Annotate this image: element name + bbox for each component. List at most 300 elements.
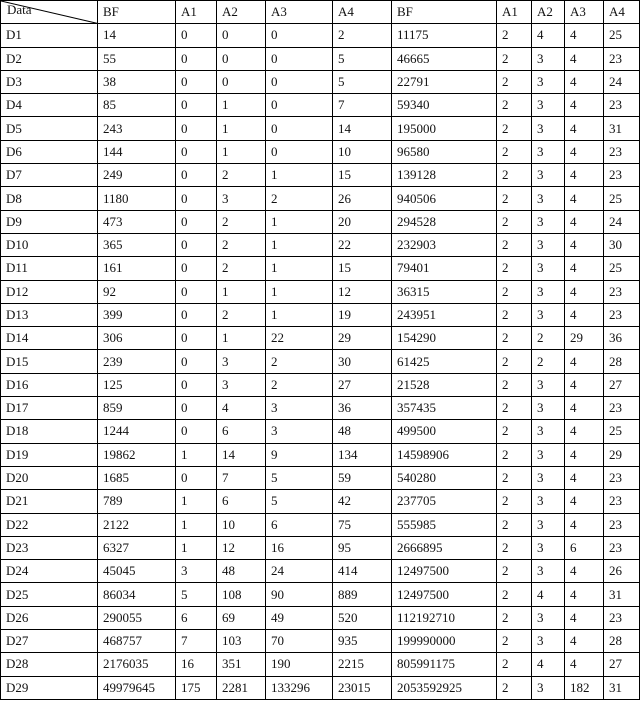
table-cell: 4 xyxy=(565,303,604,326)
table-cell: 3 xyxy=(532,443,565,466)
table-row xyxy=(1,350,640,373)
table-cell: 0 xyxy=(176,233,217,256)
table-cell: 92 xyxy=(98,280,176,303)
table-cell: 2053592925 xyxy=(392,676,497,699)
table-cell: 2 xyxy=(497,606,532,629)
table-cell: 1244 xyxy=(98,420,176,443)
table-cell: 0 xyxy=(266,24,333,47)
table-cell: 0 xyxy=(217,24,266,47)
table-cell: 5 xyxy=(333,70,392,93)
table-cell: 3 xyxy=(266,420,333,443)
row-label: D10 xyxy=(1,233,98,256)
table-cell: 1 xyxy=(176,443,217,466)
table-cell: 6327 xyxy=(98,536,176,559)
table-cell: 3 xyxy=(532,536,565,559)
table-cell: 0 xyxy=(176,397,217,420)
table-cell: 468757 xyxy=(98,630,176,653)
table-cell: 36 xyxy=(333,397,392,420)
table-cell: 1 xyxy=(266,280,333,303)
table-cell: 243 xyxy=(98,117,176,140)
table-cell: 3 xyxy=(532,303,565,326)
table-cell: 2 xyxy=(217,257,266,280)
table-cell: 499500 xyxy=(392,420,497,443)
table-cell: 0 xyxy=(217,70,266,93)
row-label: D25 xyxy=(1,583,98,606)
table-cell: 23 xyxy=(604,466,640,489)
table-cell: 12497500 xyxy=(392,583,497,606)
table-cell: 2 xyxy=(497,536,532,559)
table-cell: 2666895 xyxy=(392,536,497,559)
table-cell: 2 xyxy=(266,350,333,373)
table-cell: 3 xyxy=(532,210,565,233)
row-label: D16 xyxy=(1,373,98,396)
table-row xyxy=(1,164,640,187)
table-cell: 0 xyxy=(266,70,333,93)
table-cell: 3 xyxy=(266,397,333,420)
table-cell: 0 xyxy=(176,187,217,210)
table-cell: 1 xyxy=(176,536,217,559)
table-cell: 2215 xyxy=(333,653,392,676)
table-cell: 5 xyxy=(266,490,333,513)
row-label: D13 xyxy=(1,303,98,326)
table-row xyxy=(1,653,640,676)
table-cell: 55 xyxy=(98,47,176,70)
table-cell: 249 xyxy=(98,164,176,187)
table-cell: 3 xyxy=(532,280,565,303)
table-row xyxy=(1,94,640,117)
table-cell: 889 xyxy=(333,583,392,606)
table-cell: 2 xyxy=(497,630,532,653)
table-cell: 2 xyxy=(497,280,532,303)
table-cell: 161 xyxy=(98,257,176,280)
table-cell: 357435 xyxy=(392,397,497,420)
table-cell: 23 xyxy=(604,490,640,513)
table-cell: 29 xyxy=(565,327,604,350)
row-label: D20 xyxy=(1,466,98,489)
table-cell: 6 xyxy=(565,536,604,559)
table-cell: 3 xyxy=(532,140,565,163)
table-cell: 4 xyxy=(565,164,604,187)
table-cell: 414 xyxy=(333,560,392,583)
table-cell: 365 xyxy=(98,233,176,256)
table-cell: 3 xyxy=(532,490,565,513)
table-cell: 2 xyxy=(497,490,532,513)
table-cell: 2122 xyxy=(98,513,176,536)
table-cell: 4 xyxy=(565,70,604,93)
table-cell: 1 xyxy=(217,117,266,140)
table-cell: 3 xyxy=(532,676,565,699)
table-cell: 2 xyxy=(333,24,392,47)
table-cell: 2281 xyxy=(217,676,266,699)
table-row xyxy=(1,303,640,326)
table-cell: 12 xyxy=(217,536,266,559)
table-cell: 2 xyxy=(217,303,266,326)
table-cell: 4 xyxy=(565,373,604,396)
table-cell: 23 xyxy=(604,303,640,326)
table-cell: 21528 xyxy=(392,373,497,396)
row-label: D17 xyxy=(1,397,98,420)
table-cell: 2 xyxy=(497,117,532,140)
table-cell: 6 xyxy=(217,490,266,513)
table-cell: 175 xyxy=(176,676,217,699)
table-cell: 12497500 xyxy=(392,560,497,583)
table-cell: 0 xyxy=(217,47,266,70)
table-cell: 1 xyxy=(217,280,266,303)
table-cell: 0 xyxy=(176,47,217,70)
table-cell: 24 xyxy=(604,70,640,93)
table-cell: 31 xyxy=(604,583,640,606)
table-cell: 6 xyxy=(176,606,217,629)
table-cell: 290055 xyxy=(98,606,176,629)
table-cell: 12 xyxy=(333,280,392,303)
table-cell: 23 xyxy=(604,606,640,629)
table-cell: 555985 xyxy=(392,513,497,536)
table-cell: 3 xyxy=(217,373,266,396)
table-cell: 2 xyxy=(266,373,333,396)
row-label: D18 xyxy=(1,420,98,443)
table-cell: 29 xyxy=(333,327,392,350)
table-row xyxy=(1,70,640,93)
table-cell: 11175 xyxy=(392,24,497,47)
table-cell: 15 xyxy=(333,164,392,187)
table-cell: 2 xyxy=(497,583,532,606)
header-row xyxy=(1,1,640,24)
table-cell: 15 xyxy=(333,257,392,280)
table-cell: 1 xyxy=(266,257,333,280)
table-cell: 2 xyxy=(497,466,532,489)
table-cell: 6 xyxy=(217,420,266,443)
table-cell: 144 xyxy=(98,140,176,163)
table-cell: 20 xyxy=(333,210,392,233)
table-cell: 4 xyxy=(565,653,604,676)
table-cell: 2 xyxy=(497,257,532,280)
table-row xyxy=(1,233,640,256)
table-cell: 399 xyxy=(98,303,176,326)
table-row xyxy=(1,140,640,163)
table-cell: 3 xyxy=(532,257,565,280)
table-cell: 95 xyxy=(333,536,392,559)
table-cell: 23 xyxy=(604,513,640,536)
table-cell: 22 xyxy=(266,327,333,350)
table-row xyxy=(1,443,640,466)
table-cell: 9 xyxy=(266,443,333,466)
table-cell: 30 xyxy=(333,350,392,373)
table-cell: 2 xyxy=(497,513,532,536)
table-cell: 3 xyxy=(532,70,565,93)
table-cell: 4 xyxy=(565,513,604,536)
table-row xyxy=(1,630,640,653)
table-row xyxy=(1,187,640,210)
table-cell: 2 xyxy=(497,233,532,256)
table-cell: 3 xyxy=(532,164,565,187)
table-cell: 4 xyxy=(565,490,604,513)
row-label: D9 xyxy=(1,210,98,233)
table-cell: 473 xyxy=(98,210,176,233)
table-cell: 3 xyxy=(532,233,565,256)
table-cell: 935 xyxy=(333,630,392,653)
row-label: D29 xyxy=(1,676,98,699)
table-cell: 2 xyxy=(532,350,565,373)
table-cell: 2 xyxy=(497,303,532,326)
table-cell: 2 xyxy=(497,187,532,210)
row-label: D14 xyxy=(1,327,98,350)
table-cell: 4 xyxy=(565,94,604,117)
table-cell: 23 xyxy=(604,47,640,70)
table-cell: 3 xyxy=(532,560,565,583)
table-cell: 2 xyxy=(217,233,266,256)
corner-label: Data xyxy=(7,2,32,17)
row-label: D1 xyxy=(1,24,98,47)
table-cell: 1 xyxy=(217,140,266,163)
table-cell: 23 xyxy=(604,397,640,420)
table-cell: 0 xyxy=(176,350,217,373)
table-cell: 4 xyxy=(532,24,565,47)
table-cell: 2 xyxy=(266,187,333,210)
table-cell: 0 xyxy=(176,420,217,443)
table-cell: 540280 xyxy=(392,466,497,489)
table-row xyxy=(1,47,640,70)
table-cell: 3 xyxy=(532,606,565,629)
table-row xyxy=(1,257,640,280)
table-cell: 0 xyxy=(266,140,333,163)
table-cell: 22791 xyxy=(392,70,497,93)
table-cell: 133296 xyxy=(266,676,333,699)
table-cell: 154290 xyxy=(392,327,497,350)
table-cell: 0 xyxy=(266,117,333,140)
table-cell: 25 xyxy=(604,257,640,280)
table-cell: 69 xyxy=(217,606,266,629)
row-label: D3 xyxy=(1,70,98,93)
table-cell: 3 xyxy=(532,420,565,443)
table-cell: 4 xyxy=(532,583,565,606)
table-cell: 3 xyxy=(532,513,565,536)
table-cell: 0 xyxy=(176,466,217,489)
table-cell: 70 xyxy=(266,630,333,653)
row-label: D22 xyxy=(1,513,98,536)
table-cell: 49 xyxy=(266,606,333,629)
table-cell: 3 xyxy=(532,630,565,653)
table-cell: 2176035 xyxy=(98,653,176,676)
table-cell: 2 xyxy=(497,70,532,93)
table-cell: 14598906 xyxy=(392,443,497,466)
table-cell: 5 xyxy=(333,47,392,70)
table-cell: 23 xyxy=(604,140,640,163)
table-row xyxy=(1,24,640,47)
table-cell: 23 xyxy=(604,164,640,187)
header-a2-2: A2 xyxy=(532,1,565,24)
table-cell: 0 xyxy=(176,373,217,396)
table-cell: 3 xyxy=(217,187,266,210)
table-cell: 182 xyxy=(565,676,604,699)
table-cell: 112192710 xyxy=(392,606,497,629)
table-cell: 4 xyxy=(565,117,604,140)
table-cell: 940506 xyxy=(392,187,497,210)
table-row xyxy=(1,583,640,606)
header-a3-2: A3 xyxy=(565,1,604,24)
table-cell: 239 xyxy=(98,350,176,373)
table-cell: 2 xyxy=(497,397,532,420)
table-cell: 25 xyxy=(604,187,640,210)
table-cell: 25 xyxy=(604,24,640,47)
row-label: D8 xyxy=(1,187,98,210)
table-cell: 75 xyxy=(333,513,392,536)
table-cell: 90 xyxy=(266,583,333,606)
table-cell: 59 xyxy=(333,466,392,489)
table-row xyxy=(1,117,640,140)
row-label: D12 xyxy=(1,280,98,303)
row-label: D6 xyxy=(1,140,98,163)
table-cell: 3 xyxy=(217,350,266,373)
table-cell: 1 xyxy=(176,490,217,513)
table-cell: 1 xyxy=(217,94,266,117)
table-cell: 0 xyxy=(176,280,217,303)
table-cell: 0 xyxy=(176,210,217,233)
table-cell: 27 xyxy=(604,373,640,396)
table-cell: 14 xyxy=(98,24,176,47)
table-cell: 294528 xyxy=(392,210,497,233)
table-row xyxy=(1,513,640,536)
table-cell: 27 xyxy=(333,373,392,396)
table-cell: 2 xyxy=(497,164,532,187)
table-cell: 2 xyxy=(217,210,266,233)
table-cell: 1 xyxy=(266,303,333,326)
header-a3: A3 xyxy=(266,1,333,24)
table-cell: 38 xyxy=(98,70,176,93)
header-a4-2: A4 xyxy=(604,1,640,24)
table-row xyxy=(1,466,640,489)
table-cell: 16 xyxy=(266,536,333,559)
table-cell: 4 xyxy=(565,210,604,233)
table-cell: 0 xyxy=(176,94,217,117)
row-label: D2 xyxy=(1,47,98,70)
table-cell: 3 xyxy=(532,117,565,140)
table-row xyxy=(1,606,640,629)
table-cell: 4 xyxy=(565,606,604,629)
row-label: D19 xyxy=(1,443,98,466)
row-label: D5 xyxy=(1,117,98,140)
table-cell: 19 xyxy=(333,303,392,326)
table-cell: 1 xyxy=(176,513,217,536)
table-cell: 4 xyxy=(217,397,266,420)
table-cell: 0 xyxy=(176,303,217,326)
table-cell: 85 xyxy=(98,94,176,117)
table-cell: 3 xyxy=(176,560,217,583)
table-cell: 3 xyxy=(532,373,565,396)
table-cell: 2 xyxy=(497,47,532,70)
table-row xyxy=(1,676,640,699)
table-cell: 351 xyxy=(217,653,266,676)
table-cell: 4 xyxy=(565,187,604,210)
table-cell: 4 xyxy=(565,397,604,420)
table-cell: 3 xyxy=(532,397,565,420)
table-cell: 2 xyxy=(497,24,532,47)
table-cell: 16 xyxy=(176,653,217,676)
table-cell: 46665 xyxy=(392,47,497,70)
table-cell: 199990000 xyxy=(392,630,497,653)
table-cell: 4 xyxy=(565,350,604,373)
table-cell: 96580 xyxy=(392,140,497,163)
table-cell: 1 xyxy=(266,233,333,256)
table-row xyxy=(1,560,640,583)
table-cell: 2 xyxy=(497,327,532,350)
table-cell: 28 xyxy=(604,630,640,653)
table-cell: 2 xyxy=(497,420,532,443)
table-row xyxy=(1,397,640,420)
table-row xyxy=(1,373,640,396)
table-cell: 1180 xyxy=(98,187,176,210)
table-cell: 125 xyxy=(98,373,176,396)
table-cell: 27 xyxy=(604,653,640,676)
table-cell: 2 xyxy=(497,373,532,396)
table-cell: 4 xyxy=(565,466,604,489)
table-cell: 23015 xyxy=(333,676,392,699)
table-cell: 243951 xyxy=(392,303,497,326)
table-cell: 79401 xyxy=(392,257,497,280)
table-cell: 5 xyxy=(176,583,217,606)
header-a4: A4 xyxy=(333,1,392,24)
table-cell: 3 xyxy=(532,47,565,70)
table-cell: 10 xyxy=(333,140,392,163)
table-row xyxy=(1,210,640,233)
table-cell: 4 xyxy=(565,443,604,466)
header-a2: A2 xyxy=(217,1,266,24)
row-label: D21 xyxy=(1,490,98,513)
table-cell: 139128 xyxy=(392,164,497,187)
table-cell: 190 xyxy=(266,653,333,676)
table-cell: 4 xyxy=(565,560,604,583)
table-cell: 520 xyxy=(333,606,392,629)
header-a1-2: A1 xyxy=(497,1,532,24)
table-cell: 0 xyxy=(266,47,333,70)
table-cell: 1 xyxy=(266,210,333,233)
table-cell: 29 xyxy=(604,443,640,466)
table-cell: 22 xyxy=(333,233,392,256)
row-label: D11 xyxy=(1,257,98,280)
row-label: D4 xyxy=(1,94,98,117)
table-cell: 7 xyxy=(176,630,217,653)
corner-cell xyxy=(1,1,98,24)
table-cell: 4 xyxy=(565,140,604,163)
table-body xyxy=(1,24,640,700)
table-cell: 1 xyxy=(266,164,333,187)
table-cell: 306 xyxy=(98,327,176,350)
table-cell: 0 xyxy=(176,164,217,187)
table-cell: 859 xyxy=(98,397,176,420)
table-cell: 2 xyxy=(497,140,532,163)
table-cell: 23 xyxy=(604,536,640,559)
table-cell: 26 xyxy=(333,187,392,210)
table-cell: 7 xyxy=(333,94,392,117)
table-cell: 3 xyxy=(532,187,565,210)
table-cell: 42 xyxy=(333,490,392,513)
table-cell: 3 xyxy=(532,94,565,117)
row-label: D7 xyxy=(1,164,98,187)
table-cell: 2 xyxy=(497,443,532,466)
table-cell: 805991175 xyxy=(392,653,497,676)
table-cell: 0 xyxy=(176,70,217,93)
table-cell: 0 xyxy=(176,140,217,163)
table-cell: 25 xyxy=(604,420,640,443)
table-cell: 4 xyxy=(532,653,565,676)
table-cell: 31 xyxy=(604,117,640,140)
table-cell: 28 xyxy=(604,350,640,373)
table-cell: 4 xyxy=(565,47,604,70)
header-bf-2: BF xyxy=(392,1,497,24)
table-cell: 10 xyxy=(217,513,266,536)
table-cell: 789 xyxy=(98,490,176,513)
table-cell: 48 xyxy=(217,560,266,583)
table-cell: 108 xyxy=(217,583,266,606)
